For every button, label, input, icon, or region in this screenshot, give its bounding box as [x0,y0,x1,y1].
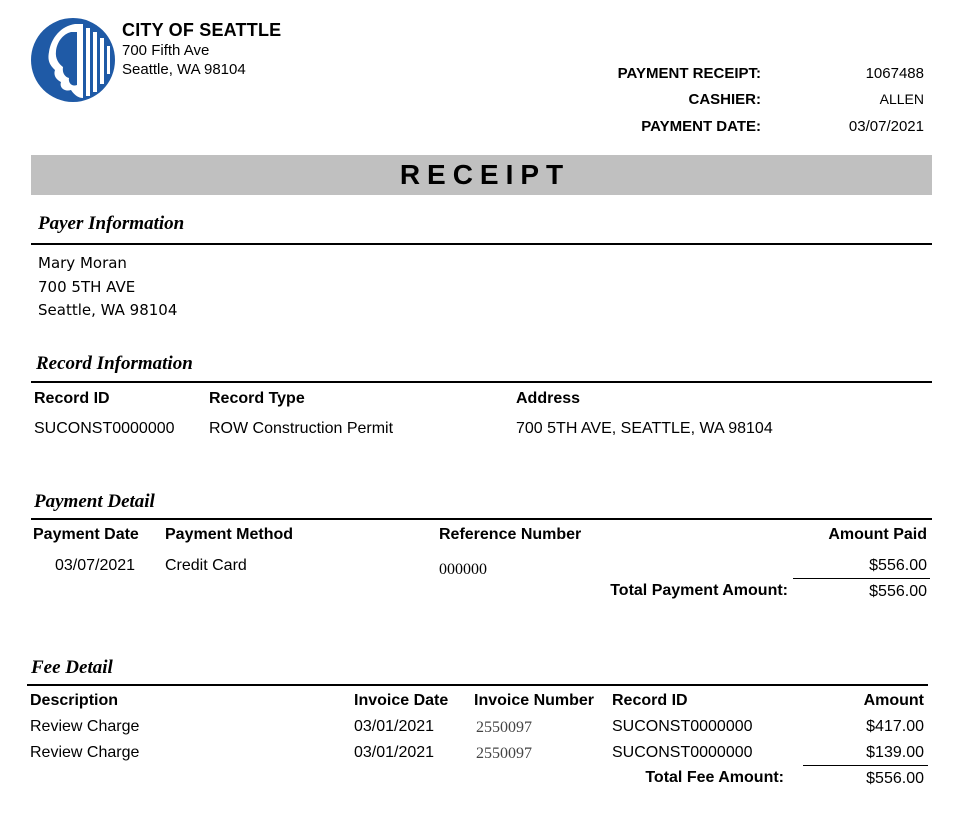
payment-date-label: PAYMENT DATE: [641,118,761,135]
cashier-value: ALLEN [879,91,924,107]
fee-invoice-number-header: Invoice Number [474,692,595,709]
total-fee-value: $556.00 [866,770,924,787]
record-section-title: Record Information [36,353,193,374]
fee-section-title: Fee Detail [31,657,113,678]
org-address-line2: Seattle, WA 98104 [122,61,246,78]
receipt-title: RECEIPT [399,159,571,190]
payment-date-cell: 03/07/2021 [55,557,136,574]
payer-address-line1: 700 5TH AVE [38,278,136,296]
payment-divider [31,518,932,520]
fee-record-id-header: Record ID [612,692,688,709]
payment-receipt-value: 1067488 [865,65,924,82]
payment-method-header: Payment Method [165,526,294,543]
payment-date-value: 03/07/2021 [848,118,924,135]
record-divider [31,381,932,383]
record-address-header: Address [516,390,581,407]
fee-invoice-date: 03/01/2021 [354,718,435,735]
org-name: CITY OF SEATTLE [122,20,282,40]
payment-total-rule [793,578,930,579]
fee-total-rule [803,765,928,766]
fee-invoice-number: 2550097 [476,719,532,736]
record-id-header: Record ID [34,390,110,407]
payment-section-title: Payment Detail [34,491,155,512]
fee-invoice-number: 2550097 [476,745,532,762]
fee-amount: $417.00 [866,718,924,735]
record-id-value: SUCONST0000000 [34,420,175,437]
fee-description: Review Charge [30,718,140,735]
cashier-label: CASHIER: [688,91,761,108]
reference-number-cell: 000000 [439,561,487,578]
city-of-seattle-seal [31,18,115,102]
receipt-banner [31,155,932,195]
record-address-value: 700 5TH AVE, SEATTLE, WA 98104 [516,420,773,437]
amount-paid-cell: $556.00 [869,557,927,574]
fee-divider [27,684,928,686]
org-address-line1: 700 Fifth Ave [122,42,210,59]
total-payment-value: $556.00 [869,583,927,600]
amount-paid-header: Amount Paid [828,526,927,543]
payer-name: Mary Moran [38,254,127,272]
record-type-header: Record Type [209,390,305,407]
payer-divider [31,243,932,245]
payment-method-cell: Credit Card [165,557,247,574]
fee-record-id: SUCONST0000000 [612,744,753,761]
fee-invoice-date: 03/01/2021 [354,744,435,761]
fee-amount: $139.00 [866,744,924,761]
fee-description-header: Description [30,692,119,709]
total-fee-label: Total Fee Amount: [645,769,784,786]
payer-section-title: Payer Information [38,213,185,234]
total-payment-label: Total Payment Amount: [610,582,788,599]
payment-date-header: Payment Date [33,526,139,543]
fee-record-id: SUCONST0000000 [612,718,753,735]
payer-address-line2: Seattle, WA 98104 [38,301,178,319]
fee-description: Review Charge [30,744,140,761]
fee-amount-header: Amount [863,692,924,709]
reference-number-header: Reference Number [439,526,582,543]
record-type-value: ROW Construction Permit [209,420,394,437]
payment-receipt-label: PAYMENT RECEIPT: [617,65,761,82]
fee-invoice-date-header: Invoice Date [354,692,449,709]
